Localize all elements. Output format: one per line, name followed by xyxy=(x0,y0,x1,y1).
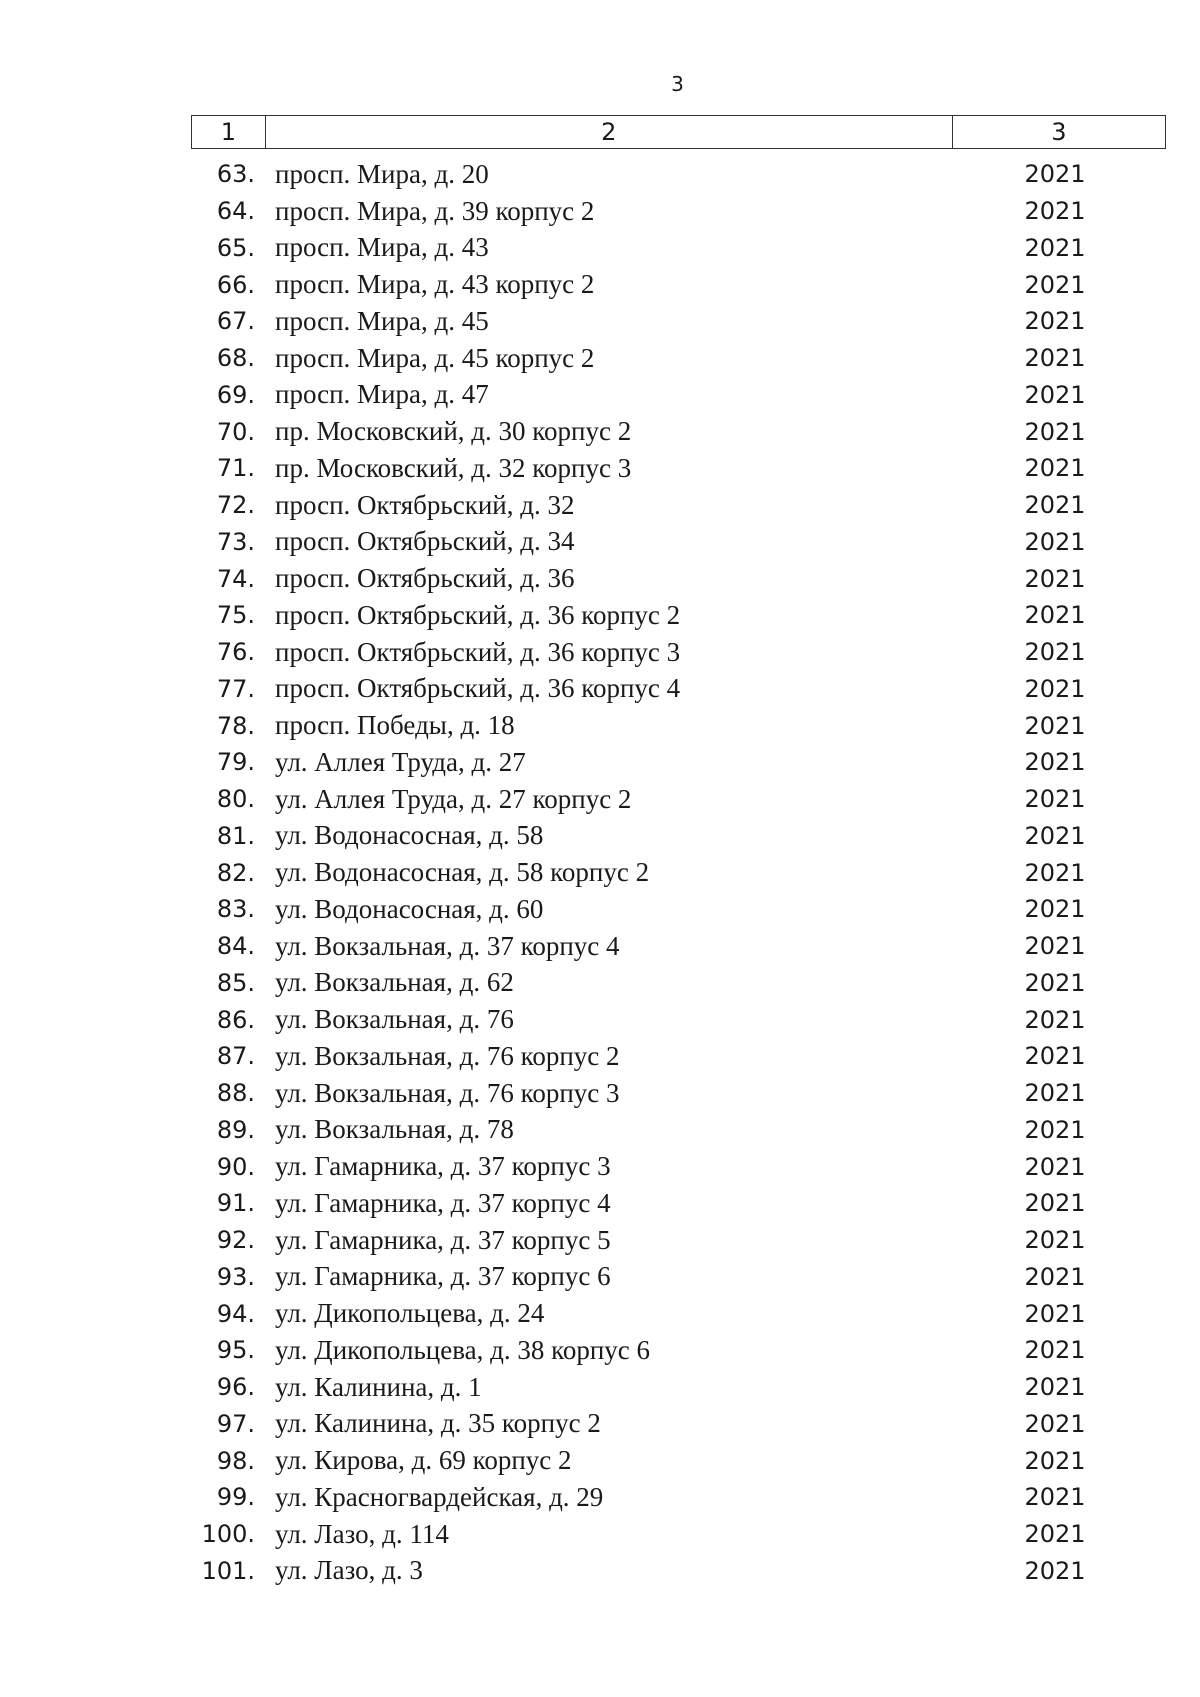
table-row xyxy=(191,1406,1166,1443)
row-address: просп. Октябрьский, д. 34 xyxy=(275,526,575,557)
header-col-2: 2 xyxy=(265,116,952,149)
row-address: просп. Мира, д. 43 xyxy=(275,232,489,263)
table-header xyxy=(191,115,1166,149)
row-year: 2021 xyxy=(1024,932,1086,961)
row-address: ул. Гамарника, д. 37 корпус 4 xyxy=(275,1187,611,1218)
row-year: 2021 xyxy=(1024,380,1086,409)
table-row xyxy=(191,744,1166,781)
row-address: ул. Лазо, д. 3 xyxy=(275,1555,423,1586)
table-row xyxy=(191,597,1166,634)
row-address: ул. Водонасосная, д. 58 xyxy=(275,820,544,851)
row-year: 2021 xyxy=(1024,711,1086,740)
row-year: 2021 xyxy=(1024,968,1086,997)
row-number: 83. xyxy=(216,895,255,924)
table-row xyxy=(191,1038,1166,1075)
row-number: 69. xyxy=(216,380,255,409)
row-address: просп. Мира, д. 45 корпус 2 xyxy=(275,342,595,373)
row-year: 2021 xyxy=(1024,674,1086,703)
row-number: 82. xyxy=(216,858,255,887)
row-number: 67. xyxy=(216,307,255,336)
row-year: 2021 xyxy=(1024,233,1086,262)
row-number: 77. xyxy=(216,674,255,703)
row-year: 2021 xyxy=(1024,527,1086,556)
table-row xyxy=(191,266,1166,303)
row-address: ул. Аллея Труда, д. 27 корпус 2 xyxy=(275,783,632,814)
row-year: 2021 xyxy=(1024,197,1086,226)
row-address: ул. Водонасосная, д. 60 xyxy=(275,893,544,924)
table-row xyxy=(191,1185,1166,1222)
row-year: 2021 xyxy=(1024,748,1086,777)
row-number: 70. xyxy=(216,417,255,446)
row-year: 2021 xyxy=(1024,491,1086,520)
row-year: 2021 xyxy=(1024,270,1086,299)
table-row xyxy=(191,1442,1166,1479)
row-year: 2021 xyxy=(1024,601,1086,630)
row-number: 97. xyxy=(216,1409,255,1438)
row-number: 79. xyxy=(216,748,255,777)
row-number: 96. xyxy=(216,1373,255,1402)
row-address: ул. Водонасосная, д. 58 корпус 2 xyxy=(275,857,650,888)
address-list xyxy=(191,156,1166,1589)
header-col-3: 3 xyxy=(952,116,1165,149)
row-year: 2021 xyxy=(1024,1336,1086,1365)
table-row xyxy=(191,1516,1166,1553)
row-address: ул. Гамарника, д. 37 корпус 5 xyxy=(275,1224,611,1255)
row-number: 101. xyxy=(201,1556,255,1585)
table-row xyxy=(191,854,1166,891)
row-address: ул. Дикопольцева, д. 24 xyxy=(275,1298,545,1329)
row-year: 2021 xyxy=(1024,1152,1086,1181)
table-row xyxy=(191,340,1166,377)
row-address: просп. Октябрьский, д. 36 корпус 3 xyxy=(275,636,681,667)
row-number: 71. xyxy=(216,454,255,483)
row-number: 73. xyxy=(216,527,255,556)
row-year: 2021 xyxy=(1024,1115,1086,1144)
table-row xyxy=(191,818,1166,855)
table-row xyxy=(191,1075,1166,1112)
row-number: 68. xyxy=(216,344,255,373)
row-year: 2021 xyxy=(1024,1005,1086,1034)
page-number: 3 xyxy=(671,72,684,96)
row-number: 75. xyxy=(216,601,255,630)
row-address: ул. Лазо, д. 114 xyxy=(275,1518,449,1549)
row-year: 2021 xyxy=(1024,785,1086,814)
row-year: 2021 xyxy=(1024,858,1086,887)
row-number: 87. xyxy=(216,1042,255,1071)
row-number: 78. xyxy=(216,711,255,740)
table-row xyxy=(191,377,1166,414)
table-row xyxy=(191,1112,1166,1149)
row-address: ул. Калинина, д. 1 xyxy=(275,1371,482,1402)
row-address: ул. Вокзальная, д. 78 xyxy=(275,1114,514,1145)
table-row xyxy=(191,303,1166,340)
table-row xyxy=(191,156,1166,193)
row-address: просп. Октябрьский, д. 36 xyxy=(275,563,575,594)
row-number: 63. xyxy=(216,160,255,189)
table-row xyxy=(191,707,1166,744)
row-year: 2021 xyxy=(1024,1079,1086,1108)
row-year: 2021 xyxy=(1024,1226,1086,1255)
row-year: 2021 xyxy=(1024,307,1086,336)
table-row xyxy=(191,524,1166,561)
row-number: 84. xyxy=(216,932,255,961)
row-year: 2021 xyxy=(1024,1042,1086,1071)
row-number: 65. xyxy=(216,233,255,262)
row-address: ул. Вокзальная, д. 76 корпус 3 xyxy=(275,1077,620,1108)
row-number: 72. xyxy=(216,491,255,520)
row-address: ул. Вокзальная, д. 76 корпус 2 xyxy=(275,1040,620,1071)
row-year: 2021 xyxy=(1024,564,1086,593)
table-row xyxy=(191,1222,1166,1259)
row-year: 2021 xyxy=(1024,454,1086,483)
row-year: 2021 xyxy=(1024,1520,1086,1549)
table-row xyxy=(191,230,1166,267)
row-address: просп. Октябрьский, д. 36 корпус 4 xyxy=(275,673,681,704)
table-row xyxy=(191,1001,1166,1038)
row-year: 2021 xyxy=(1024,1299,1086,1328)
row-address: просп. Октябрьский, д. 32 xyxy=(275,489,575,520)
table-row xyxy=(191,413,1166,450)
row-number: 92. xyxy=(216,1226,255,1255)
table-row xyxy=(191,450,1166,487)
row-address: просп. Мира, д. 43 корпус 2 xyxy=(275,269,595,300)
table-row xyxy=(191,928,1166,965)
row-number: 89. xyxy=(216,1115,255,1144)
table-row xyxy=(191,1553,1166,1590)
row-number: 66. xyxy=(216,270,255,299)
row-number: 80. xyxy=(216,785,255,814)
row-number: 90. xyxy=(216,1152,255,1181)
table-row xyxy=(191,671,1166,708)
row-year: 2021 xyxy=(1024,1409,1086,1438)
row-address: пр. Московский, д. 30 корпус 2 xyxy=(275,416,632,447)
row-number: 64. xyxy=(216,197,255,226)
row-address: ул. Кирова, д. 69 корпус 2 xyxy=(275,1445,572,1476)
row-number: 74. xyxy=(216,564,255,593)
table-row xyxy=(191,1479,1166,1516)
row-year: 2021 xyxy=(1024,1373,1086,1402)
row-year: 2021 xyxy=(1024,1446,1086,1475)
row-year: 2021 xyxy=(1024,344,1086,373)
row-number: 91. xyxy=(216,1189,255,1218)
row-number: 99. xyxy=(216,1483,255,1512)
header-row xyxy=(192,116,1166,149)
row-address: ул. Вокзальная, д. 37 корпус 4 xyxy=(275,930,620,961)
row-year: 2021 xyxy=(1024,821,1086,850)
table-row xyxy=(191,634,1166,671)
row-number: 100. xyxy=(201,1520,255,1549)
row-address: ул. Дикопольцева, д. 38 корпус 6 xyxy=(275,1334,651,1365)
row-number: 81. xyxy=(216,821,255,850)
row-number: 98. xyxy=(216,1446,255,1475)
row-address: ул. Вокзальная, д. 62 xyxy=(275,967,514,998)
row-number: 88. xyxy=(216,1079,255,1108)
row-address: просп. Победы, д. 18 xyxy=(275,710,515,741)
row-address: просп. Мира, д. 47 xyxy=(275,379,489,410)
row-year: 2021 xyxy=(1024,1483,1086,1512)
row-number: 95. xyxy=(216,1336,255,1365)
row-address: просп. Октябрьский, д. 36 корпус 2 xyxy=(275,599,681,630)
row-year: 2021 xyxy=(1024,160,1086,189)
row-address: пр. Московский, д. 32 корпус 3 xyxy=(275,452,632,483)
row-number: 85. xyxy=(216,968,255,997)
row-address: ул. Красногвардейская, д. 29 xyxy=(275,1481,604,1512)
table-row xyxy=(191,965,1166,1002)
row-year: 2021 xyxy=(1024,1556,1086,1585)
table-row xyxy=(191,1259,1166,1296)
row-year: 2021 xyxy=(1024,638,1086,667)
row-year: 2021 xyxy=(1024,1262,1086,1291)
row-address: ул. Аллея Труда, д. 27 xyxy=(275,746,526,777)
row-number: 93. xyxy=(216,1262,255,1291)
table-row xyxy=(191,193,1166,230)
table-row xyxy=(191,1148,1166,1185)
table-row xyxy=(191,487,1166,524)
table-row xyxy=(191,781,1166,818)
row-number: 86. xyxy=(216,1005,255,1034)
row-address: ул. Калинина, д. 35 корпус 2 xyxy=(275,1408,601,1439)
row-address: ул. Вокзальная, д. 76 xyxy=(275,1004,514,1035)
row-address: просп. Мира, д. 45 xyxy=(275,305,489,336)
row-address: ул. Гамарника, д. 37 корпус 6 xyxy=(275,1261,611,1292)
row-number: 76. xyxy=(216,638,255,667)
row-address: ул. Гамарника, д. 37 корпус 3 xyxy=(275,1151,611,1182)
table-row xyxy=(191,560,1166,597)
row-number: 94. xyxy=(216,1299,255,1328)
table-row xyxy=(191,891,1166,928)
table-row xyxy=(191,1369,1166,1406)
row-address: просп. Мира, д. 20 xyxy=(275,158,489,189)
row-year: 2021 xyxy=(1024,1189,1086,1218)
table-row xyxy=(191,1332,1166,1369)
row-year: 2021 xyxy=(1024,417,1086,446)
row-year: 2021 xyxy=(1024,895,1086,924)
header-col-1: 1 xyxy=(192,116,266,149)
row-address: просп. Мира, д. 39 корпус 2 xyxy=(275,195,595,226)
table-row xyxy=(191,1295,1166,1332)
